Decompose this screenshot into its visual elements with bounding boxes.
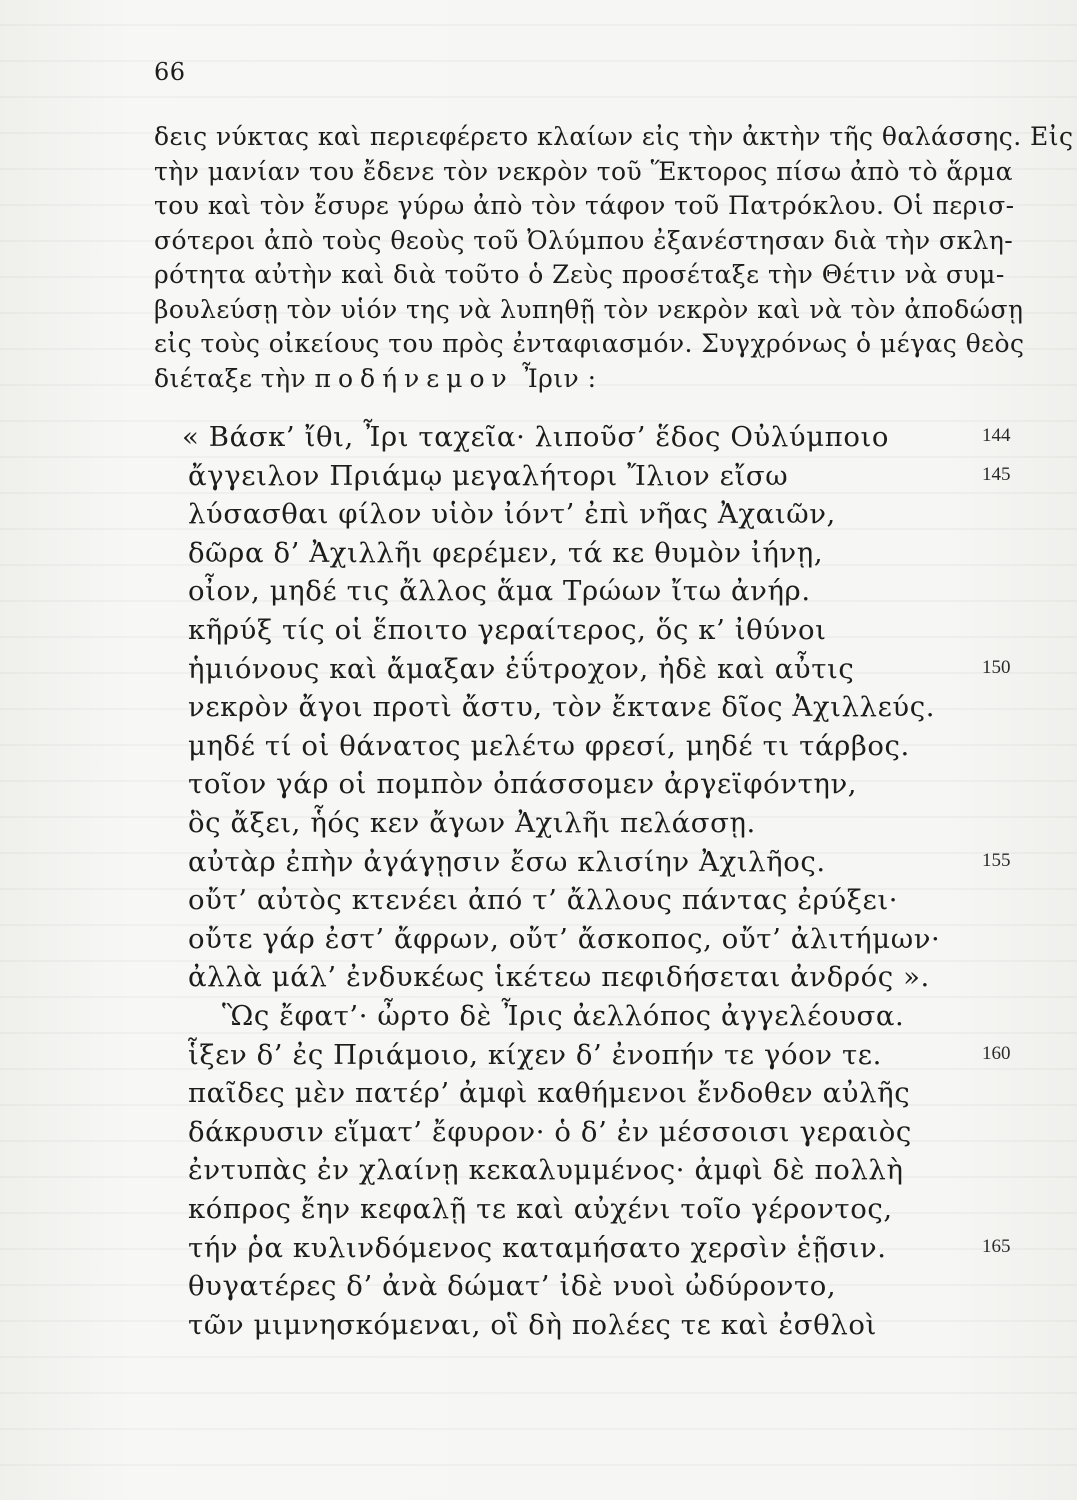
verse-text: ἄγγειλον Πριάμῳ μεγαλήτορι Ἴλιον εἴσω [188,459,789,492]
prose-line: τὴν μανίαν του ἔδενε τὸν νεκρὸν τοῦ Ἕκτορος πίσω ἀπὸ τὸ ἅρμα [154,156,1013,186]
page-number: 66 [154,58,186,86]
prose-line: εἰς τοὺς οἰκείους του πρὸς ἐνταφιασμόν. Συγχρόνως ὁ μέγας θεὸς [154,329,1025,358]
verse-line [0,534,1077,572]
prose-text: διέταξε τὴν [154,363,315,393]
verse-line [0,572,1077,610]
verse-line [0,1151,1077,1189]
verse-text: παῖδες μὲν πατέρ’ ἀμφὶ καθήμενοι ἔνδοθεν αὐλῆς [188,1077,911,1110]
verse-line [0,843,1077,881]
verse-line [0,650,1077,688]
verse-text: τοῖον γάρ οἱ πομπὸν ὀπάσσομεν ἀργεϊφόντην, [188,768,858,801]
verse-text: δῶρα δ’ Ἀχιλλῆι φερέμεν, τά κε θυμὸν ἰήνῃ, [188,536,824,569]
verse-line [0,1229,1077,1267]
prose-text: Ἶριν : [513,363,597,393]
spaced-epithet: ποδήνεμον [314,363,514,393]
verse-text: αὐτὰρ ἐπὴν ἀγάγῃσιν ἔσω κλισίην Ἀχιλῆος. [188,845,826,878]
verse-line [0,920,1077,958]
verse-text: μηδέ τί οἱ θάνατος μελέτω φρεσί, μηδέ τι τάρβος. [188,729,910,762]
verse-text: θυγατέρες δ’ ἀνὰ δώματ’ ἰδὲ νυοὶ ὠδύροντο, [188,1270,837,1303]
verse-text: « Βάσκ’ ἴθι, Ἶρι ταχεῖα· λιποῦσ’ ἕδος Οὐλύμποιο [182,421,890,453]
prose-line: του καὶ τὸν ἔσυρε γύρω ἀπὸ τὸν τάφον τοῦ Πατρόκλου. Οἱ περισ- [154,191,1015,220]
verse-line [0,1074,1077,1112]
verse-line [0,457,1077,495]
verse-line [0,611,1077,649]
line-number: 155 [982,849,1011,871]
verse-line [0,418,1077,456]
verse-line [0,1190,1077,1228]
verse-text: κῆρύξ τίς οἱ ἕποιτο γεραίτερος, ὅς κ’ ἰθύνοι [188,614,827,646]
verse-text: ἀλλὰ μάλ’ ἐνδυκέως ἱκέτεω πεφιδήσεται ἀνδρός ». [188,961,930,994]
prose-line: βουλεύσῃ τὸν υἱόν της νὰ λυπηθῇ τὸν νεκρὸν καὶ νὰ τὸν ἀποδώσῃ [154,294,1024,324]
verse-line [0,495,1077,533]
verse-line [0,765,1077,803]
prose-line [154,362,1014,397]
prose-line: σότεροι ἀπὸ τοὺς θεοὺς τοῦ Ὀλύμπου ἐξανέστησαν διὰ τὴν σκλη- [154,225,1014,255]
verse-line [0,727,1077,765]
verse-line [0,881,1077,919]
verse-line [0,1306,1077,1344]
verse-text: δάκρυσιν εἵματ’ ἔφυρον· ὁ δ’ ἐν μέσσοισι γεραιὸς [188,1115,912,1148]
verse-text: ἷξεν δ’ ἐς Πριάμοιο, κίχεν δ’ ἐνοπήν τε γόον τε. [188,1038,882,1071]
line-number: 165 [982,1235,1011,1257]
prose-line: δεις νύκτας καὶ περιεφέρετο κλαίων εἰς τὴν ἀκτὴν τῆς θαλάσσης. Εἰς [154,122,1074,151]
verse-text: ἡμιόνους καὶ ἄμαξαν ἐΰτροχον, ἠδὲ καὶ αὖτις [188,652,855,685]
line-number: 160 [982,1042,1011,1064]
verse-line [0,688,1077,726]
line-number: 150 [982,656,1011,678]
verse-text: κόπρος ἔην κεφαλῇ τε καὶ αὐχένι τοῖο γέροντος, [188,1193,893,1225]
verse-line [0,958,1077,996]
line-number: 144 [982,425,1011,446]
verse-text: οὔτ’ αὐτὸς κτενέει ἀπό τ’ ἄλλους πάντας ἐρύξει· [188,884,899,917]
verse-text: τήν ῥα κυλινδόμενος καταμήσατο χερσὶν ἑῇσιν. [188,1231,887,1264]
verse-text: οὔτε γάρ ἐστ’ ἄφρων, οὔτ’ ἄσκοπος, οὔτ’ ἀλιτήμων· [188,922,941,955]
prose-paragraph [154,120,1074,396]
prose-line: ρότητα αὐτὴν καὶ διὰ τοῦτο ὁ Ζεὺς προσέταξε τὴν Θέτιν νὰ συμ- [154,260,1005,289]
verse-text: οἶον, μηδέ τις ἄλλος ἅμα Τρώων ἴτω ἀνήρ. [188,575,811,608]
verse-text: νεκρὸν ἄγοι προτὶ ἄστυ, τὸν ἔκτανε δῖος Ἀχιλλεύς. [188,691,936,724]
verse-text: ὃς ἄξει, ἧός κεν ἄγων Ἀχιλῆι πελάσσῃ. [188,807,756,839]
verse-text: ἐντυπὰς ἐν χλαίνῃ κεκαλυμμένος· ἀμφὶ δὲ πολλὴ [188,1154,904,1187]
verse-line [0,1036,1077,1074]
line-number: 145 [982,463,1011,485]
verse-line [0,804,1077,842]
verse-text: τῶν μιμνησκόμεναι, οἳ δὴ πολέες τε καὶ ἐσθλοὶ [188,1308,877,1341]
verse-line [0,1113,1077,1151]
verse-text: Ὣς ἔφατ’· ὦρτο δὲ Ἶρις ἀελλόπος ἀγγελέουσα. [222,1000,905,1032]
verse-text: λύσασθαι φίλον υἱὸν ἰόντ’ ἐπὶ νῆας Ἀχαιῶν, [188,498,836,531]
verse-line [0,997,1077,1035]
verse-line [0,1267,1077,1305]
